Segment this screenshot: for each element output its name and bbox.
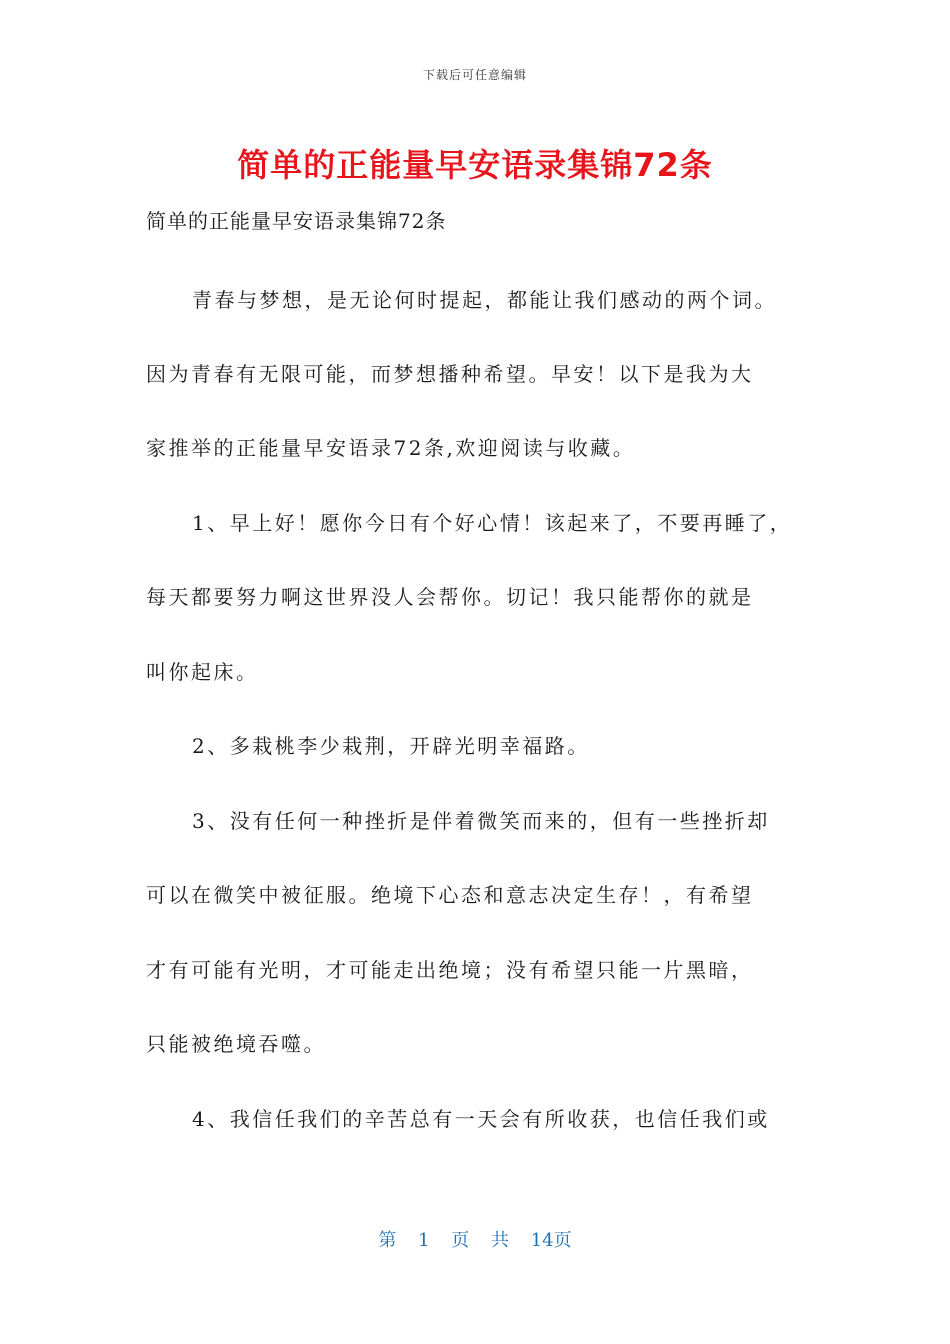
body-line: 家推举的正能量早安语录72条,欢迎阅读与收藏。 [146,436,636,460]
body-line: 3、没有任何一种挫折是伴着微笑而来的，但有一些挫折却 [192,809,770,833]
body-line: 叫你起床。 [146,660,259,684]
footer-label-gong: 共 [491,1230,509,1251]
document-subtitle: 简单的正能量早安语录集锦72条 [146,209,447,233]
body-line: 青春与梦想，是无论何时提起，都能让我们感动的两个词。 [192,288,777,312]
body-line: 4、我信任我们的辛苦总有一天会有所收获，也信任我们或 [192,1107,770,1131]
footer-label-ye: 页 [451,1230,470,1251]
body-line: 每天都要努力啊这世界没人会帮你。切记！我只能帮你的就是 [146,585,754,609]
body-line: 1、早上好！愿你今日有个好心情！该起来了，不要再睡了， [192,511,793,535]
footer-total-pages: 14页 [530,1230,572,1251]
body-line: 才有可能有光明，才可能走出绝境；没有希望只能一片黑暗， [146,958,754,982]
body-line: 2、多栽桃李少栽荆，开辟光明幸福路。 [192,734,590,758]
footer-page-number: 1 [418,1230,430,1251]
header-note: 下载后可任意编辑 [422,68,527,82]
body-line: 只能被绝境吞噬。 [146,1032,326,1056]
document-title: 简单的正能量早安语录集锦72条 [237,146,713,184]
body-line: 可以在微笑中被征服。绝境下心态和意志决定生存！，有希望 [146,883,754,907]
body-line: 因为青春有无限可能，而梦想播种希望。早安！以下是我为大 [146,362,754,386]
page-footer [0,1226,950,1252]
footer-label-di: 第 [378,1230,397,1251]
